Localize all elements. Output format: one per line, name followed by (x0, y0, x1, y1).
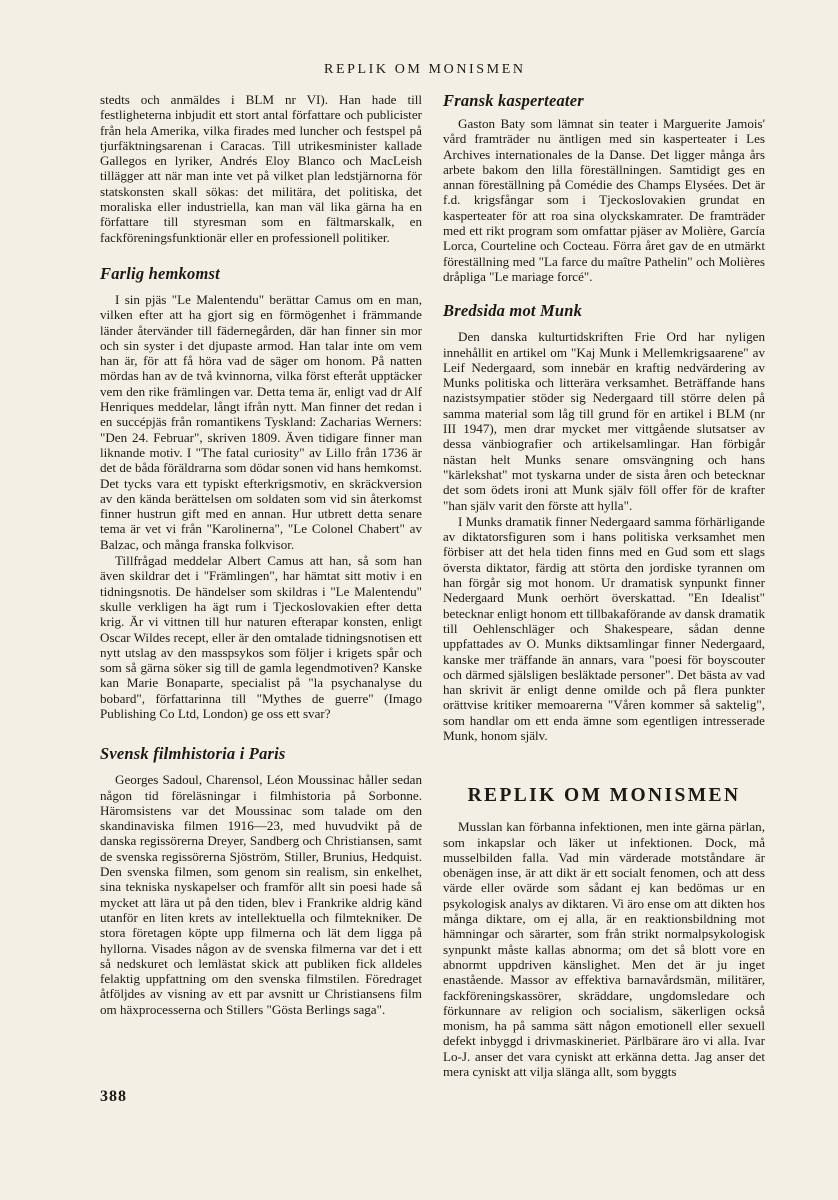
bredsida-mot-munk-paragraph-1: Den danska kulturtidskriften Frie Ord har nyligen innehållit en artikel om "Kaj Munk i Mellemkrigsaarene" av Leif Nedergaard, som innebär en kraftig nedvärdering av Munks politiska och litterära verksamhet. Beträffande hans nazistsympatier stöder sig Nedergaard till större delen på samma material som låg till grund för en artikel i BLM (nr III 1947), men drar mycket mer vittgående slutsatser av dessa vänbiografier och artikelsamlingar. Han förbigår nästan helt Munks senare omsvängning och hans "kärlekshat" mot tyskarna under de sista åren och betecknar det som ödets ironi att Munk själv föll offer för de krafter "han själv varit den förste att hylla". (443, 329, 765, 513)
svensk-filmhistoria-paragraph: Georges Sadoul, Charensol, Léon Moussinac håller sedan någon tid föreläsningar i filmhistoria på Sorbonne. Häromsistens var det Moussinac som talade om den skandinaviska filmen 1916—23, med huvudvikt på de danska regissörerna Dreyer, Sandberg och Christiansen, samt de svenska regissörerna Sjöström, Stiller, Brunius, Hedquist. Den svenska filmen, som genom sin realism, sin enkelhet, sina tekniska nyskapelser och framför allt sin poesi hade så mycket att lära ut på den tiden, blev i Frankrike aldrig känd utanför en liten krets av intellektuella och filmtekniker. De stora företagen köpte upp filmerna och lät dem ligga på hyllorna. Visades någon av de svenska filmerna var det i ett så nedskuret och lemlästat skick att publiken fick alldeles felaktig uppfattning om den svenska filmstilen. Föredraget åtföljdes av visning av ett par avsnitt ur Christiansens film om häxprocesserna och Stillers "Gösta Berlings saga". (100, 772, 422, 1017)
heading-farlig-hemkomst: Farlig hemkomst (100, 263, 220, 283)
heading-bredsida-mot-munk: Bredsida mot Munk (443, 301, 583, 321)
heading-svensk-filmhistoria: Svensk filmhistoria i Paris (100, 744, 286, 764)
heading-fransk-kasperteater: Fransk kasperteater (443, 91, 584, 110)
running-head: REPLIK OM MONISMEN (324, 62, 526, 77)
farlig-hemkomst-paragraph-2: Tillfrågad meddelar Albert Camus att han, så som han även skildrar det i "Främlingen", har hämtat sitt motiv i en tidningsnotis. De händelser som skildras i "Le Malentendu" skulle verkligen ha ägt rum i Tjeckoslovakien efter detta krig. Är vi vittnen till hur naturen efterapar konsten, enligt Oscar Wildes recept, eller är den omtalade tidningsnotisen ett nytt utslag av den masspsykos som följer i krigets spår och som så gärna söker sig till de gamla legendmotiven? Kanske kan Marie Bonaparte, specialist på "la psychanalyse du bobard", författarinna till "Mythes de guerre" (Imago Publishing Co Ltd, London) ge oss ett svar? (100, 553, 422, 721)
right-column (443, 92, 765, 1079)
essay-title: REPLIK OM MONISMEN (467, 785, 741, 807)
page-number: 388 (100, 1088, 127, 1105)
bredsida-mot-munk-paragraph-2: I Munks dramatik finner Nedergaard samma förhärligande av diktatorsfiguren som i hans politiska verksamhet men förbiser att det hela tiden finns med en Gud som ett slags översta diktator, färdig att störta den jordiske tyrannen om han förgår sig mot honom. Ur dramatisk synpunkt finner Nedergaard Munk oerhört överskattad. "En Idealist" betecknar enligt honom ett tillbakaförande av dansk dramatik till Oehlenschläger och Shakespeare, sådan denne uppfattades av O. Munks diktsamlingar finner Nedergaard, kanske mer träffande än annars, vara "poesi för boyscouter och därmed själsligen besläktade personer". Det bästa av vad han skrivit är enligt denne omilde och på flera punkter orättvise kritiker memoarerna "Våren kommer så saktelig", som handlar om ett enda ämne som egentligen intresserade Munk, honom själv. (443, 513, 765, 743)
fransk-kasperteater-paragraph: Gaston Baty som lämnat sin teater i Marguerite Jamois' vård framträder nu äntligen med sin kasperteater i Les Archives internationales de la Danse. Det ligger många års arbete bakom den lilla föreställningen. Samtidigt ges en annan föreställning på Comédie des Champs Elysées. Det är f.d. krigsfångar som i Tjeckoslovakien grundat en kasperteater för att roa sina olyckskamrater. De framträder med ett rikt program som omfattar pjäser av Molière, García Lorca, Courteline och Cocteau. Förra året gav de en utmärkt föreställning med "La farce du maître Pathelin" och Molières dråpliga "Le mariage forcé". (443, 116, 765, 284)
intro-paragraph: stedts och anmäldes i BLM nr VI). Han hade till festligheterna inbjudit ett stort antal författare och publicister från hela Amerika, vilka firades med luncher och festspel på tjurfäktningsarenan i Caracas. Till utrikesminister kallade Gallegos en lyriker, Andrés Eloy Blanco och MacLeish tillägger att när man inte vet på vilket plan ledstjärnorna för statskonsten skall sökas: det militära, det politiska, det moraliska eller industriella, kan man väl lika gärna ha en författare till styresman som en fältmarskalk, en fackföreningsfunktionär eller en professionell politiker. (100, 92, 422, 245)
essay-paragraph: Musslan kan förbanna infektionen, men inte gärna pärlan, som inkapslar och läker ut infektionen. Dock, må musselbilden falla. Vad min värderade motståndare är obenägen inse, är att dikt är ett socialt fenomen, och att dess värde eller ovärde som sådant ej kan bedömas ur en psykologisk analys av diktaren. Vi äro ense om att dikten hos många diktare, om ej alla, är en reaktionsbildning mot hämningar och särarter, som från strikt normalpsykologisk synpunkt måste kallas abnorma; om det så blott vore en abnormt uppdriven känslighet. Men det är ju inget enastående. Massor av effektiva barnavårdsmän, militärer, fackföreningskassörer, skräddare, ungdomsledare och förkunnare av religion och socialism, säkerligen också monism, ha på samma sätt någon emotionell eller sexuell defekt inbyggd i drivmaskineriet. Pärlbärare äro vi alla. Ivar Lo-J. anser det vara cyniskt att erkänna detta. Jag anser det mera cyniskt att vilja slänga allt, som byggts (443, 819, 765, 1080)
farlig-hemkomst-paragraph-1: I sin pjäs "Le Malentendu" berättar Camus om en man, vilken efter att ha gjort sig en förmögenhet i främmande länder återvänder till fädernegården, där han finner sin mor och sin syster i det djupaste armod. Han talar inte om vem han är, för att få höra vad de säger om honom. På natten mördas han av de två kvinnorna, vilka först efteråt upptäcker vem den rike främlingen var. Detta tema är, enligt vad dr Alf Henriques meddelar, långt ifrån nytt. Man finner det redan i en succépjäs från romantikens Tyskland: Zacharias Werners: "Den 24. Februar", skriven 1809. Även tidigare finner man liknande motiv. I "The fatal curiosity" av Lillo från 1736 är det de båda föräldrarna som dödar sonen vid hans hemkomst. Det tycks vara ett typiskt efterkrigsmotiv, en skräckversion av den kända berättelsen om soldaten som vid sin återkomst finner hustrun gift med en annan. Hur utbrett detta senare tema är vet vi från "Karolinerna", "Le Colonel Chabert" av Balzac, och många franska folkvisor. (100, 291, 422, 552)
left-column (100, 92, 422, 1017)
